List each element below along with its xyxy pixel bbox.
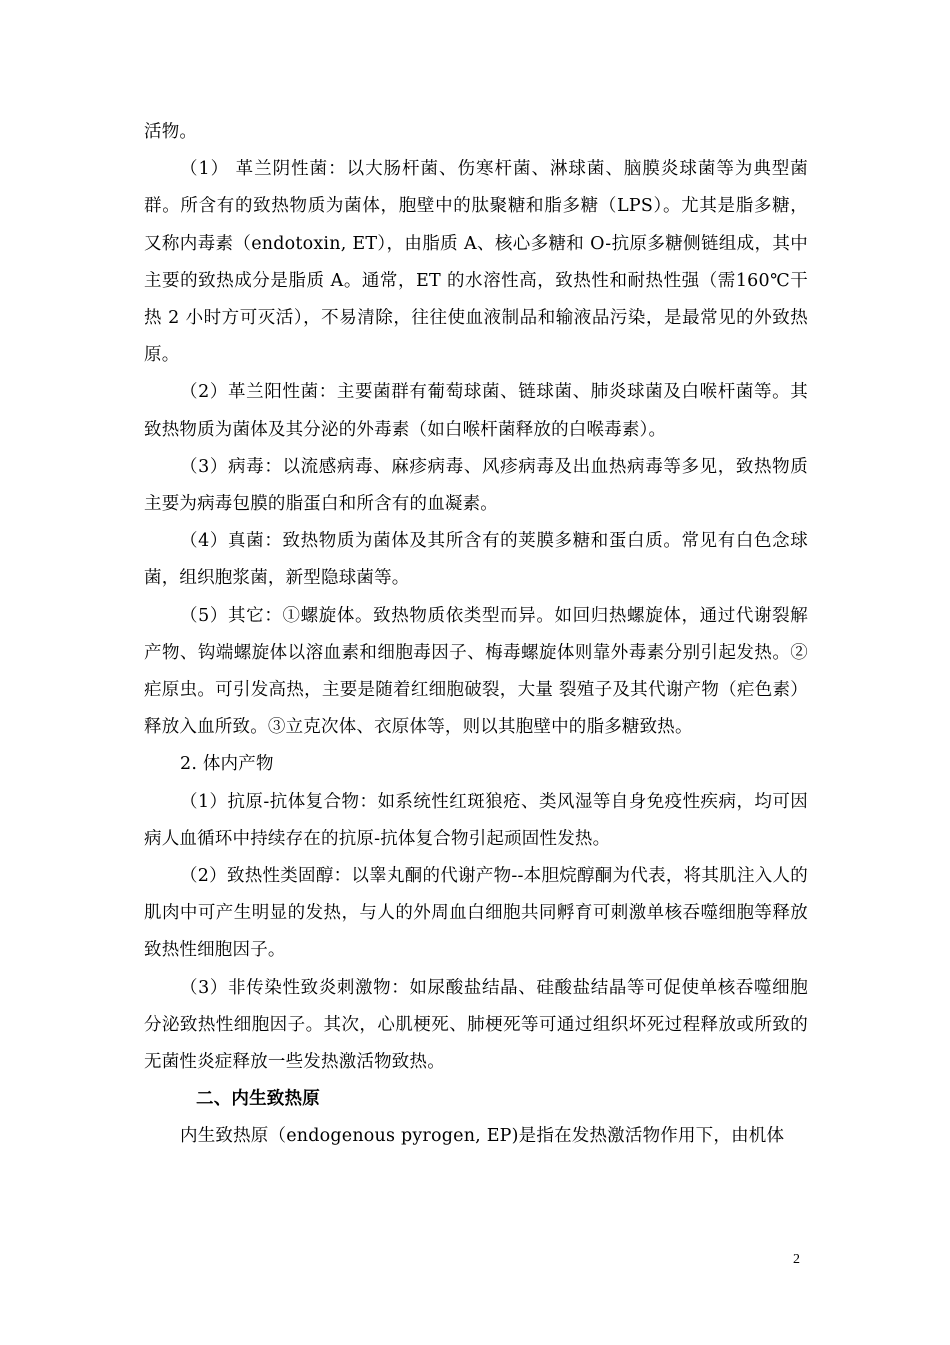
paragraph-fungi: （4）真菌：致热物质为菌体及其所含有的荚膜多糖和蛋白质。常见有白色念球菌，组织胞浆菌，新型隐球菌等。: [144, 531, 808, 589]
paragraph-antigen-antibody: （1）抗原-抗体复合物：如系统性红斑狼疮、类风湿等自身免疫性疾病，均可因病人血循环中持续存在的抗原-抗体复合物引起顽固性发热。: [144, 791, 808, 849]
paragraph-steroid: （2）致热性类固醇：以睾丸酮的代谢产物--本胆烷醇酮为代表，将其肌注入人的肌肉中可产生明显的发热，与人的外周血白细胞共同孵育可刺激单核吞噬细胞等释放致热性细胞因子。: [144, 866, 808, 961]
paragraph-virus: （3）病毒：以流感病毒、麻疹病毒、风疹病毒及出血热病毒等多见，致热物质主要为病毒包膜的脂蛋白和所含有的血凝素。: [144, 456, 808, 515]
body-text: [144, 114, 808, 1156]
subheading-internal-products: 2. 体内产物: [180, 754, 274, 775]
paragraph-endogenous-pyrogen: 内生致热原（endogenous pyrogen, EP)是指在发热激活物作用下，由机体: [180, 1126, 785, 1147]
paragraph-gram-positive: （2）革兰阳性菌：主要菌群有葡萄球菌、链球菌、肺炎球菌及白喉杆菌等。其致热物质为菌体及其分泌的外毒素（如白喉杆菌释放的白喉毒素）。: [144, 382, 808, 440]
page-number: 2: [793, 1252, 800, 1267]
section-heading: 二、内生致热原: [196, 1089, 320, 1110]
paragraph-noninfectious: （3）非传染性致炎刺激物：如尿酸盐结晶、硅酸盐结晶等可促使单核吞噬细胞分泌致热性细胞因子。其次，心肌梗死、肺梗死等可通过组织坏死过程释放或所致的无菌性炎症释放一些发热激活物致热。: [144, 977, 808, 1073]
paragraph-continuation: 活物。: [144, 122, 198, 142]
paragraph-gram-negative: （1） 革兰阴性菌：以大肠杆菌、伤寒杆菌、淋球菌、脑膜炎球菌等为典型菌群。所含有的致热物质为菌体，胞壁中的肽聚糖和脂多糖（LPS）。尤其是脂多糖，又称内毒素（endotoxin, ET），由脂质 A、核心多糖和 O-抗原多糖侧链组成，其中主要的致热成分是脂质 A。通常，ET 的水溶性高，致热性和耐热性强（需160℃干热 2 小时方可灭活），不易清除，往往使血液制品和输液品污染，是最常见的外致热原。: [144, 159, 808, 366]
paragraph-others: （5）其它：①螺旋体。致热物质依类型而异。如回归热螺旋体，通过代谢裂解产物、钩端螺旋体以溶血素和细胞毒因子、梅毒螺旋体则靠外毒素分别引起发热。②疟原虫。可引发高热，主要是随着红细胞破裂，大量 裂殖子及其代谢产物（疟色素）释放入血所致。③立克次体、衣原体等，则以其胞壁中的脂多糖致热。: [144, 605, 808, 738]
